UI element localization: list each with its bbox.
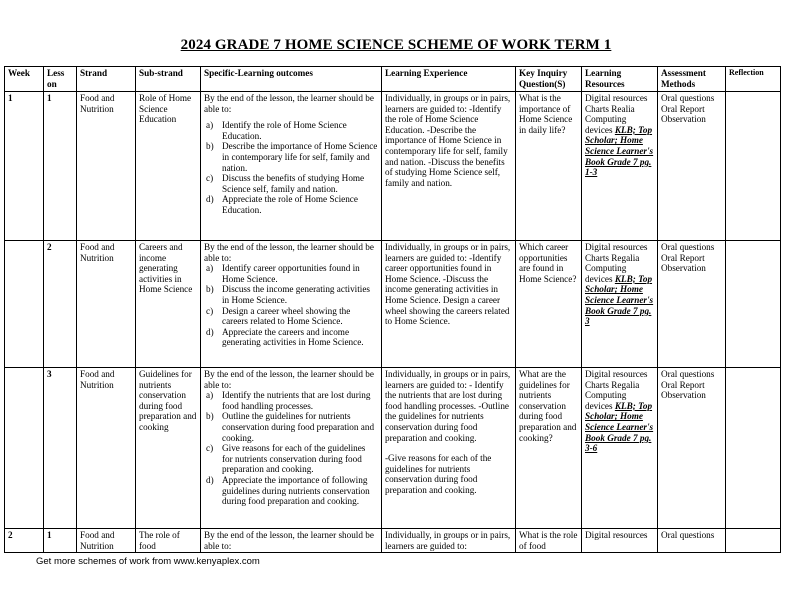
resources-text: Digital resources Charts Realia Computing devices [585, 93, 648, 135]
list-item [204, 390, 378, 411]
cell-lesson: 2 [44, 241, 77, 368]
cell-resources [582, 241, 658, 368]
item-text: Discuss the benefits of studying Home Science self, family and nation. [222, 173, 365, 194]
item-marker: c) [206, 443, 214, 454]
cell-outcomes [201, 368, 382, 529]
cell-outcomes [201, 92, 382, 241]
outcomes-intro: By the end of the lesson, the learner should be able to: [204, 93, 374, 114]
experience-text-2: -Give reasons for each of the guidelines for nutrients conservation during food preparation and cooking. [385, 453, 492, 495]
cell-question: What is the role of food [516, 529, 582, 553]
cell-reflection [726, 92, 781, 241]
item-marker: a) [206, 390, 214, 401]
item-text: Identify the role of Home Science Education. [222, 120, 347, 141]
scheme-table [4, 66, 781, 553]
header-experience: Learning Experience [382, 67, 516, 92]
item-text: Discuss the income generating activities in Home Science. [222, 284, 370, 305]
cell-assessment: Oral questions Oral Report Observation [658, 241, 726, 368]
item-marker: a) [206, 263, 214, 274]
list-item [204, 475, 378, 507]
cell-lesson: 1 [44, 92, 77, 241]
book-reference: KLB; Top Scholar; Home Science Learner's Book Grade 7 pg. 1-3 [585, 124, 654, 178]
outcomes-list [204, 390, 378, 507]
cell-experience: Individually, in groups or in pairs, learners are guided to: [382, 529, 516, 553]
outcomes-list [204, 120, 378, 215]
cell-outcomes [201, 241, 382, 368]
cell-reflection [726, 529, 781, 553]
item-marker: a) [206, 120, 214, 131]
cell-strand: Food and Nutrition [77, 529, 136, 553]
item-marker: d) [206, 194, 214, 205]
cell-strand: Food and Nutrition [77, 368, 136, 529]
experience-text: Individually, in groups or in pairs, learners are guided to: - Identify the nutrients that are lost during food handling processes. -Outline the guidelines for nutrients conservation during food preparation and cooking. [385, 369, 511, 443]
header-week: Week [5, 67, 44, 92]
cell-resources: Digital resources [582, 529, 658, 553]
cell-lesson: 1 [44, 529, 77, 553]
book-reference: KLB; Top Scholar; Home Science Learner's Book Grade 7 pg. 3-6 [585, 400, 654, 454]
list-item [204, 306, 378, 327]
table-row [5, 529, 781, 553]
item-marker: d) [206, 326, 214, 337]
list-item [204, 411, 378, 443]
item-text: Give reasons for each of the guidelines for nutrients conservation during food preparation and cooking. [222, 443, 366, 475]
cell-week [5, 368, 44, 529]
cell-assessment: Oral questions Oral Report Observation [658, 368, 726, 529]
cell-week [5, 241, 44, 368]
resources-text: Digital resources Charts Regalia Computing devices [585, 369, 648, 411]
outcomes-list [204, 263, 378, 348]
cell-outcomes: By the end of the lesson, the learner should be able to: [201, 529, 382, 553]
cell-substrand: The role of food [136, 529, 201, 553]
item-text: Outline the guidelines for nutrients conservation during food preparation and cooking. [222, 411, 375, 443]
header-row [5, 67, 781, 92]
table-row [5, 368, 781, 529]
item-text: Design a career wheel showing the careers related to Home Science. [222, 305, 351, 327]
list-item [204, 327, 378, 348]
cell-strand: Food and Nutrition [77, 92, 136, 241]
cell-reflection [726, 241, 781, 368]
cell-question: What is the importance of Home Science in daily life? [516, 92, 582, 241]
cell-assessment: Oral questions [658, 529, 726, 553]
cell-resources [582, 92, 658, 241]
cell-substrand: Careers and income generating activities in Home Science [136, 241, 201, 368]
header-outcomes: Specific-Learning outcomes [201, 67, 382, 92]
cell-week: 2 [5, 529, 44, 553]
cell-experience [382, 368, 516, 529]
item-marker: c) [206, 173, 214, 184]
cell-assessment: Oral questions Oral Report Observation [658, 92, 726, 241]
cell-question: What are the guidelines for nutrients conservation during food preparation and cooking? [516, 368, 582, 529]
list-item [204, 194, 378, 215]
cell-lesson: 3 [44, 368, 77, 529]
item-text: Describe the importance of Home Science in contemporary life for self, family and nation. [222, 141, 378, 173]
item-marker: b) [206, 411, 214, 422]
header-reflection: Reflection [726, 67, 781, 92]
item-text: Appreciate the role of Home Science Education. [222, 194, 358, 215]
cell-reflection [726, 368, 781, 529]
header-assessment: Assessment Methods [658, 67, 726, 92]
cell-resources [582, 368, 658, 529]
header-strand: Strand [77, 67, 136, 92]
item-text: Appreciate the importance of following guidelines during nutrients conservation during food preparation and cooking. [222, 474, 370, 507]
book-reference: KLB; Top Scholar; Home Science Learner's Book Grade 7 pg. 3 [585, 273, 654, 327]
item-marker: d) [206, 474, 214, 485]
item-marker: b) [206, 141, 214, 152]
resources-text: Digital resources Charts Regalia Computing devices [585, 242, 648, 284]
list-item [204, 263, 378, 284]
list-item [204, 443, 378, 475]
table-row [5, 92, 781, 241]
outcomes-intro: By the end of the lesson, the learner should be able to: [204, 242, 374, 263]
header-substrand: Sub-strand [136, 67, 201, 92]
cell-question: Which career opportunities are found in Home Science? [516, 241, 582, 368]
list-item [204, 120, 378, 141]
footer-link-text: Get more schemes of work from www.kenyaplex.com [36, 556, 260, 567]
cell-substrand: Guidelines for nutrients conservation during food preparation and cooking [136, 368, 201, 529]
cell-experience: Individually, in groups or in pairs, learners are guided to: -Identify career opportunities found in Home Science. -Discuss the income generating activities in Home Science. Design a career wheel showing the careers related to Home Science. [382, 241, 516, 368]
cell-substrand: Role of Home Science Education [136, 92, 201, 241]
document-title: 2024 GRADE 7 HOME SCIENCE SCHEME OF WORK TERM 1 [180, 37, 612, 53]
outcomes-intro: By the end of the lesson, the learner should be able to: [204, 369, 374, 390]
list-item [204, 173, 378, 194]
item-marker: c) [206, 305, 214, 316]
header-question: Key Inquiry Question(S) [516, 67, 582, 92]
list-item [204, 284, 378, 305]
item-text: Identify the nutrients that are lost during food handling processes. [222, 390, 371, 411]
table-row [5, 241, 781, 368]
cell-experience: Individually, in groups or in pairs, learners are guided to: -Identify the role of Home Science Education. -Describe the importance of Home Science in contemporary life for self, family and nation. -Discuss the benefits of studying Home Science self, family and nation. [382, 92, 516, 241]
item-text: Identify career opportunities found in Home Science. [222, 263, 360, 284]
list-item [204, 141, 378, 173]
header-lesson: Less on [44, 67, 77, 92]
item-marker: b) [206, 284, 214, 295]
cell-strand: Food and Nutrition [77, 241, 136, 368]
cell-week: 1 [5, 92, 44, 241]
item-text: Appreciate the careers and income generating activities in Home Science. [222, 326, 364, 348]
header-resources: Learning Resources [582, 67, 658, 92]
